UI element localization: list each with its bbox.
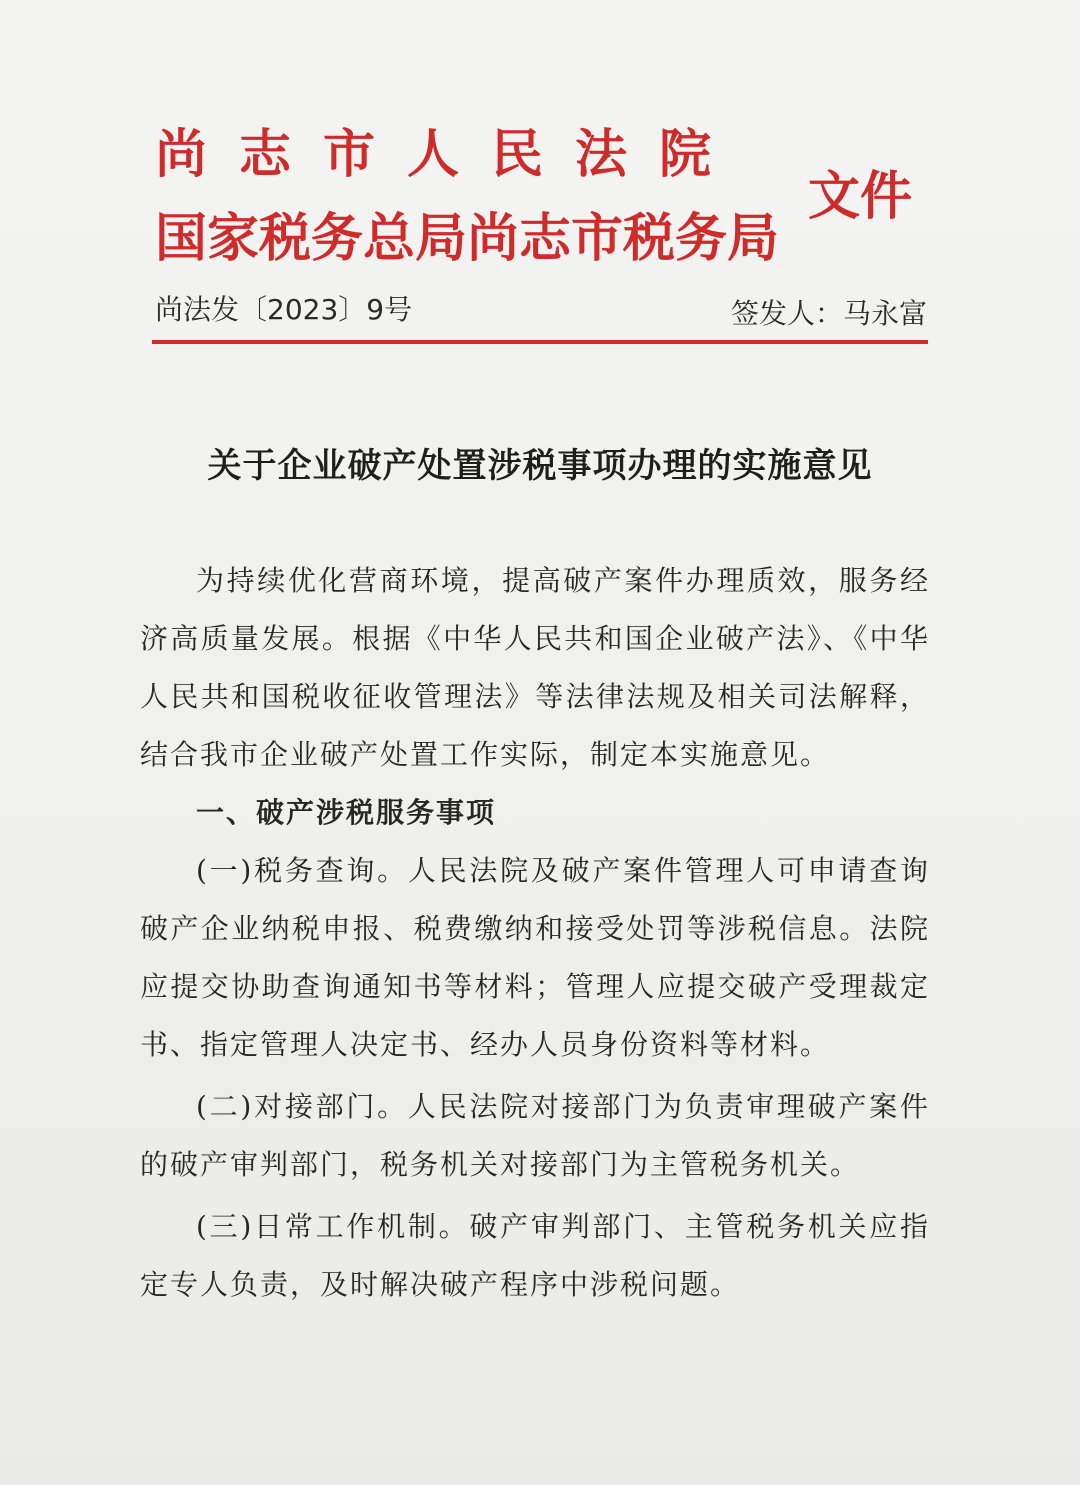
item-tax-query: (一)税务查询。人民法院及破产案件管理人可申请查询破产企业纳税申报、税费缴纳和接受处罚等涉税信息。法院应提交协助查询通知书等材料；管理人应提交破产受理裁定书、指定管理人决定书、经办人员身份资料等材料。 xyxy=(140,854,930,1061)
document-title: 关于企业破产处置涉税事项办理的实施意见 xyxy=(207,446,873,486)
court-name: 尚志市人民法院 xyxy=(155,125,744,185)
issuing-organizations xyxy=(155,120,795,274)
item-work-mechanism: (三)日常工作机制。破产审判部门、主管税务机关应指定专人负责，及时解决破产程序中涉税问题。 xyxy=(140,1210,930,1301)
document-meta-row xyxy=(155,288,927,332)
section-heading: 一、破产涉税服务事项 xyxy=(196,796,497,829)
red-divider xyxy=(152,340,928,344)
document-type-label: 文件 xyxy=(808,167,913,227)
tax-bureau-name: 国家税务总局尚志市税务局 xyxy=(155,209,780,269)
signer: 签发人：马永富 xyxy=(730,297,927,330)
document-body xyxy=(140,552,930,1314)
item-liaison-departments: (二)对接部门。人民法院对接部门为负责审理破产案件的破产审判部门，税务机关对接部门为主管税务机关。 xyxy=(140,1090,930,1181)
intro-paragraph: 为持续优化营商环境，提高破产案件办理质效，服务经济高质量发展。根据《中华人民共和国企业破产法》、《中华人民共和国税收征收管理法》等法律法规及相关司法解释，结合我市企业破产处置工作实际，制定本实施意见。 xyxy=(140,564,930,771)
document-number: 尚法发〔2023〕9号 xyxy=(155,293,413,326)
